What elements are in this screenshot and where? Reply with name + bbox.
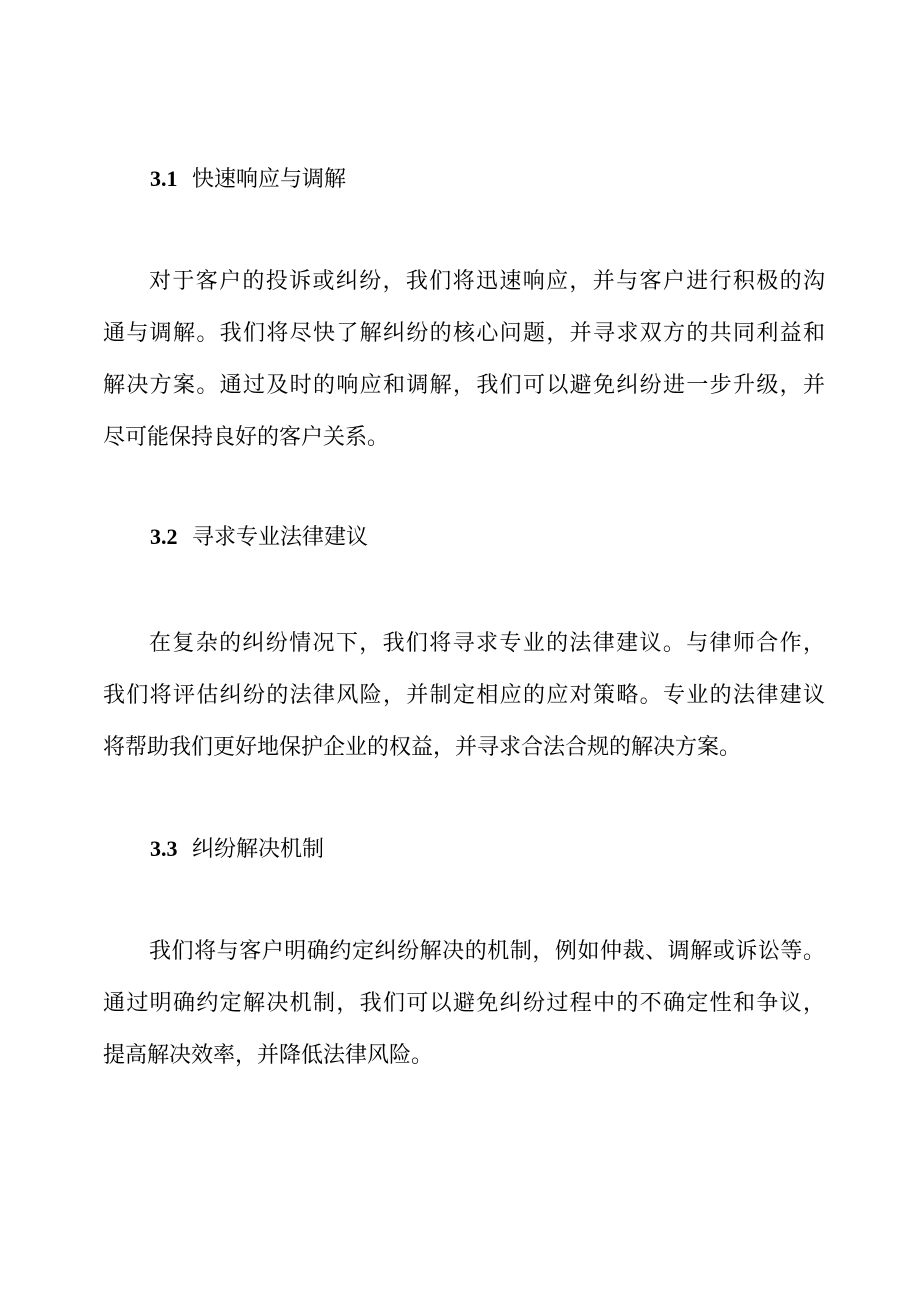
- paragraph-line: 提高解决效率，并降低法律风险。: [103, 1043, 434, 1068]
- paragraph-line: 将帮助我们更好地保护企业的权益，并寻求合法合规的解决方案。: [103, 735, 742, 760]
- section-paragraph-3-3: [103, 926, 825, 1082]
- paragraph-line: 尽可能保持良好的客户关系。: [103, 425, 390, 450]
- paragraph-line: 解决方案。通过及时的响应和调解，我们可以避免纠纷进一步升级，并: [103, 373, 825, 398]
- paragraph-line: 通与调解。我们将尽快了解纠纷的核心问题，并寻求双方的共同利益和: [103, 321, 825, 346]
- section-title: 寻求专业法律建议: [192, 524, 369, 549]
- section-number: 3.3: [150, 836, 178, 861]
- section-heading-3-2: [150, 522, 368, 552]
- section-number: 3.1: [150, 166, 178, 191]
- section-paragraph-3-2: [103, 618, 825, 774]
- section-heading-3-3: [150, 834, 324, 864]
- paragraph-line: 我们将与客户明确约定纠纷解决的机制，例如仲裁、调解或诉讼等。: [149, 939, 825, 964]
- section-paragraph-3-1: [103, 256, 825, 464]
- section-title: 快速响应与调解: [192, 166, 347, 191]
- section-heading-3-1: [150, 164, 346, 194]
- paragraph-line: 我们将评估纠纷的法律风险，并制定相应的应对策略。专业的法律建议: [103, 683, 825, 708]
- paragraph-line: 对于客户的投诉或纠纷，我们将迅速响应，并与客户进行积极的沟: [149, 269, 825, 294]
- paragraph-line: 通过明确约定解决机制，我们可以避免纠纷过程中的不确定性和争议，: [103, 991, 825, 1016]
- section-title: 纠纷解决机制: [192, 836, 325, 861]
- paragraph-line: 在复杂的纠纷情况下，我们将寻求专业的法律建议。与律师合作，: [149, 631, 825, 656]
- section-number: 3.2: [150, 524, 178, 549]
